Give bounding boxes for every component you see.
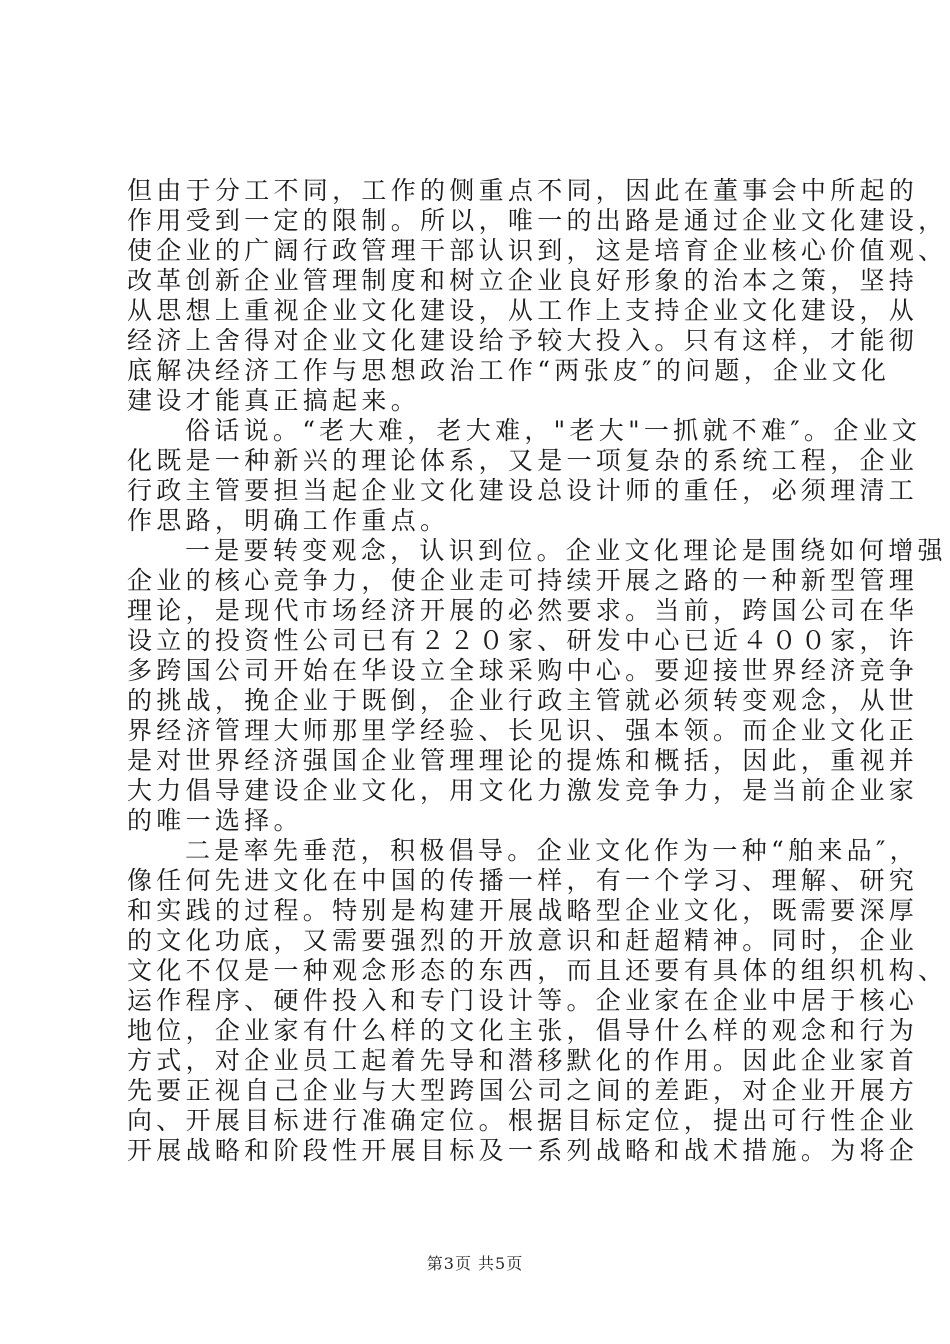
text-line: 文化不仅是一种观念形态的东西，而且还要有具体的组织机构、 [127,956,948,985]
text-line: 界经济管理大师那里学经验、长见识、强本领。而企业文化正 [127,716,919,745]
text-line: 开展战略和阶段性开展目标及一系列战略和战术措施。为将企 [127,1136,919,1165]
text-line: 从思想上重视企业文化建设，从工作上支持企业文化建设，从 [127,296,919,325]
paragraph-3 [127,536,947,836]
text-line: 改革创新企业管理制度和树立企业良好形象的治本之策，坚持 [127,266,919,295]
text-line: 企业的核心竞争力，使企业走可持续开展之路的一种新型管理 [127,566,919,595]
text-line: 地位，企业家有什么样的文化主张，倡导什么样的观念和行为 [127,1016,919,1045]
text-line: 行政主管要担当起企业文化建设总设计师的重任，必须理清工 [127,476,919,505]
text-line: 先要正视自己企业与大型跨国公司之间的差距，对企业开展方 [127,1076,919,1105]
paragraph-2 [127,416,922,536]
text-line: 一是要转变观念，认识到位。企业文化理论是围绕如何增强 [185,536,947,565]
text-line: 化既是一种新兴的理论体系，又是一项复杂的系统工程，企业 [127,446,919,475]
text-line: 理论，是现代市场经济开展的必然要求。当前，跨国公司在华 [127,596,919,625]
text-line: 俗话说。“老大难，老大难，"老大"一抓就不难″。企业文 [185,416,922,445]
text-line: 方式，对企业员工起着先导和潜移默化的作用。因此企业家首 [127,1046,919,1075]
text-line: 向、开展目标进行准确定位。根据目标定位，提出可行性企业 [127,1106,919,1135]
paragraph-4 [127,836,948,1166]
text-line: 运作程序、硬件投入和专门设计等。企业家在企业中居于核心 [127,986,919,1015]
text-line: 设立的投资性公司已有２２０家、研发中心已近４００家，许 [127,626,919,655]
text-line: 底解决经济工作与思想政治工作“两张皮″的问题，企业文化 [127,356,891,385]
text-line: 作用受到一定的限制。所以，唯一的出路是通过企业文化建设， [127,206,948,235]
text-line: 作思路，明确工作重点。 [127,506,450,535]
text-line: 大力倡导建设企业文化，用文化力激发竞争力，是当前企业家 [127,776,919,805]
document-body [127,176,948,1166]
text-line: 使企业的广阔行政管理干部认识到，这是培育企业核心价值观、 [127,236,948,265]
text-line: 但由于分工不同，工作的侧重点不同，因此在董事会中所起的 [127,176,919,205]
text-line: 二是率先垂范，积极倡导。企业文化作为一种“舶来品″， [185,836,919,865]
text-line: 的文化功底，又需要强烈的开放意识和赶超精神。同时，企业 [127,926,919,955]
text-line: 经济上舍得对企业文化建设给予较大投入。只有这样，才能彻 [127,326,919,355]
paragraph-1 [127,176,948,416]
text-line: 和实践的过程。特别是构建开展战略型企业文化，既需要深厚 [127,896,919,925]
text-line: 建设才能真正搞起来。 [127,386,421,415]
text-line: 多跨国公司开始在华设立全球采购中心。要迎接世界经济竞争 [127,656,919,685]
text-line: 像任何先进文化在中国的传播一样，有一个学习、理解、研究 [127,866,919,895]
text-line: 的挑战，挽企业于既倒，企业行政主管就必须转变观念，从世 [127,686,919,715]
page-number-footer: 第3页 共5页 [426,1254,524,1273]
text-line: 是对世界经济强国企业管理理论的提炼和概括，因此，重视并 [127,746,919,775]
text-line: 的唯一选择。 [127,806,303,835]
